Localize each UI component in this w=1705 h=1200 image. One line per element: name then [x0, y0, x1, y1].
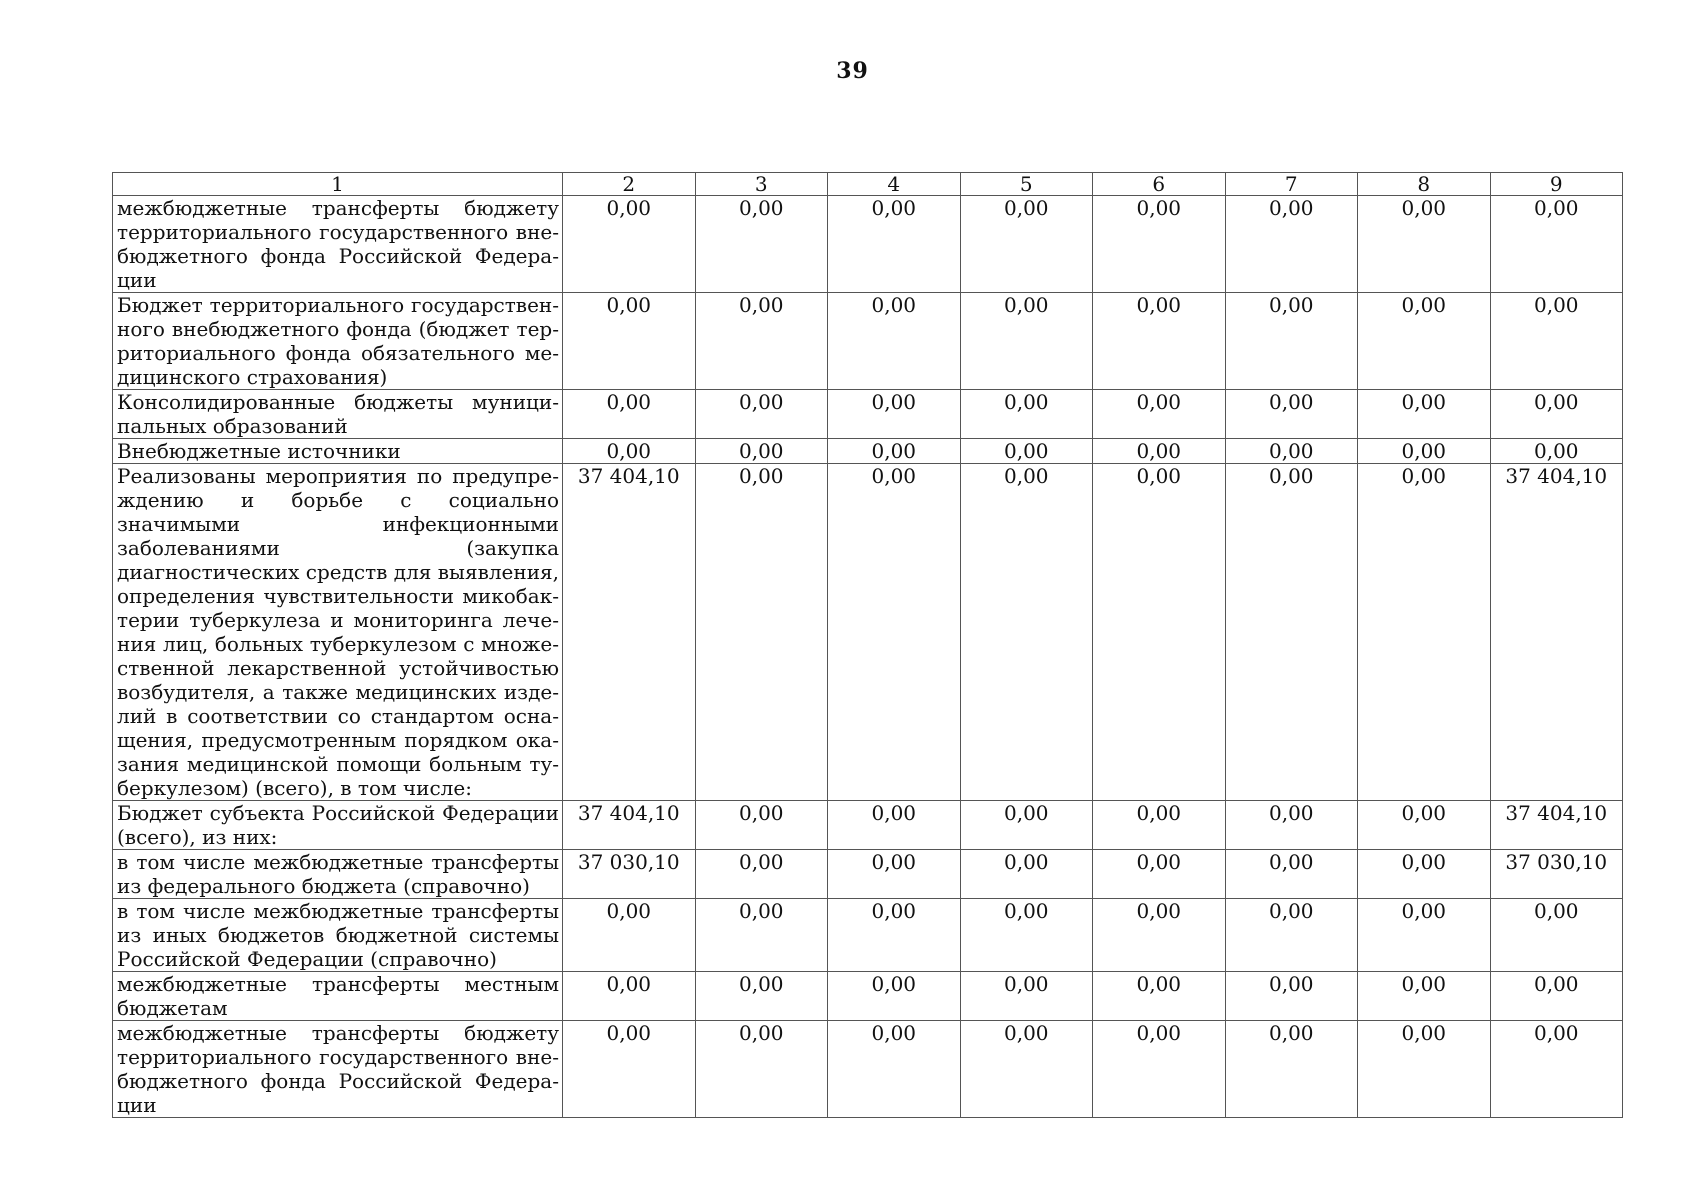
- row-value-col-5: 0,00: [960, 196, 1093, 293]
- row-value-col-3: 0,00: [695, 850, 828, 899]
- row-value-col-7: 0,00: [1225, 464, 1358, 801]
- row-value-col-6: 0,00: [1093, 899, 1226, 972]
- table-row: [113, 439, 1623, 464]
- row-value-col-9: 0,00: [1490, 1021, 1623, 1118]
- row-value-col-5: 0,00: [960, 972, 1093, 1021]
- column-header-3: 3: [695, 173, 828, 196]
- row-value-col-2: 0,00: [563, 1021, 696, 1118]
- row-value-col-3: 0,00: [695, 801, 828, 850]
- row-label: в том числе межбюджетные трансферты из федерального бюджета (справочно): [113, 850, 563, 899]
- row-value-col-2: 0,00: [563, 899, 696, 972]
- row-value-col-6: 0,00: [1093, 439, 1226, 464]
- row-value-col-4: 0,00: [828, 464, 961, 801]
- row-value-col-7: 0,00: [1225, 439, 1358, 464]
- column-header-6: 6: [1093, 173, 1226, 196]
- row-value-col-2: 37 404,10: [563, 801, 696, 850]
- row-value-col-9: 0,00: [1490, 390, 1623, 439]
- row-value-col-4: 0,00: [828, 390, 961, 439]
- row-value-col-6: 0,00: [1093, 196, 1226, 293]
- column-header-2: 2: [563, 173, 696, 196]
- row-value-col-2: 0,00: [563, 390, 696, 439]
- row-value-col-2: 37 404,10: [563, 464, 696, 801]
- table-body: [113, 196, 1623, 1118]
- table-row: [113, 196, 1623, 293]
- row-value-col-8: 0,00: [1358, 899, 1491, 972]
- row-value-col-4: 0,00: [828, 801, 961, 850]
- row-value-col-3: 0,00: [695, 899, 828, 972]
- row-value-col-9: 37 404,10: [1490, 801, 1623, 850]
- row-value-col-9: 0,00: [1490, 899, 1623, 972]
- row-value-col-7: 0,00: [1225, 972, 1358, 1021]
- row-value-col-8: 0,00: [1358, 1021, 1491, 1118]
- table-row: [113, 293, 1623, 390]
- row-value-col-3: 0,00: [695, 972, 828, 1021]
- row-value-col-5: 0,00: [960, 464, 1093, 801]
- row-value-col-2: 0,00: [563, 293, 696, 390]
- row-value-col-8: 0,00: [1358, 850, 1491, 899]
- row-value-col-9: 0,00: [1490, 439, 1623, 464]
- row-value-col-5: 0,00: [960, 390, 1093, 439]
- row-value-col-5: 0,00: [960, 1021, 1093, 1118]
- row-value-col-6: 0,00: [1093, 972, 1226, 1021]
- row-value-col-7: 0,00: [1225, 293, 1358, 390]
- row-value-col-5: 0,00: [960, 801, 1093, 850]
- row-value-col-6: 0,00: [1093, 293, 1226, 390]
- row-value-col-2: 0,00: [563, 196, 696, 293]
- column-header-7: 7: [1225, 173, 1358, 196]
- row-label: Бюджет территориального государственного внебюджетного фонда (бюджет территориального фонда обязательного медицинского страхования): [113, 293, 563, 390]
- row-value-col-4: 0,00: [828, 972, 961, 1021]
- row-label: Бюджет субъекта Российской Федерации (всего), из них:: [113, 801, 563, 850]
- row-value-col-9: 37 030,10: [1490, 850, 1623, 899]
- table-header: [113, 173, 1623, 196]
- row-value-col-8: 0,00: [1358, 439, 1491, 464]
- row-value-col-7: 0,00: [1225, 1021, 1358, 1118]
- row-value-col-8: 0,00: [1358, 390, 1491, 439]
- row-value-col-8: 0,00: [1358, 293, 1491, 390]
- row-value-col-7: 0,00: [1225, 390, 1358, 439]
- column-header-4: 4: [828, 173, 961, 196]
- table-row: [113, 390, 1623, 439]
- row-label: межбюджетные трансферты местным бюджетам: [113, 972, 563, 1021]
- row-label: Консолидированные бюджеты муниципальных образований: [113, 390, 563, 439]
- row-value-col-3: 0,00: [695, 390, 828, 439]
- row-value-col-5: 0,00: [960, 850, 1093, 899]
- page-number: 39: [836, 58, 869, 84]
- row-value-col-8: 0,00: [1358, 972, 1491, 1021]
- table-row: [113, 850, 1623, 899]
- row-value-col-2: 0,00: [563, 972, 696, 1021]
- row-value-col-3: 0,00: [695, 196, 828, 293]
- column-header-8: 8: [1358, 173, 1491, 196]
- row-value-col-4: 0,00: [828, 196, 961, 293]
- row-value-col-5: 0,00: [960, 439, 1093, 464]
- row-label: Реализованы мероприятия по предупреждению и борьбе с социально значимыми инфекционными заболеваниями (закупка диагностических средств для выявления, определения чувствительности микобактерии туберкулеза и мониторинга лечения лиц, больных туберкулезом с множественной лекарственной устойчивостью возбудителя, а также медицинских изделий в соответствии со стандартом оснащения, предусмотренным порядком оказания медицинской помощи больным туберкулезом) (всего), в том числе:: [113, 464, 563, 801]
- row-value-col-4: 0,00: [828, 850, 961, 899]
- row-value-col-9: 0,00: [1490, 293, 1623, 390]
- row-value-col-2: 37 030,10: [563, 850, 696, 899]
- table-row: [113, 801, 1623, 850]
- column-header-1: 1: [113, 173, 563, 196]
- row-value-col-9: 0,00: [1490, 196, 1623, 293]
- row-value-col-2: 0,00: [563, 439, 696, 464]
- row-value-col-5: 0,00: [960, 899, 1093, 972]
- column-header-5: 5: [960, 173, 1093, 196]
- header-row: [113, 173, 1623, 196]
- row-value-col-7: 0,00: [1225, 801, 1358, 850]
- row-value-col-8: 0,00: [1358, 464, 1491, 801]
- row-value-col-6: 0,00: [1093, 850, 1226, 899]
- row-label: Внебюджетные источники: [113, 439, 563, 464]
- row-value-col-7: 0,00: [1225, 899, 1358, 972]
- row-value-col-6: 0,00: [1093, 390, 1226, 439]
- row-value-col-9: 0,00: [1490, 972, 1623, 1021]
- row-value-col-9: 37 404,10: [1490, 464, 1623, 801]
- row-value-col-3: 0,00: [695, 293, 828, 390]
- row-value-col-6: 0,00: [1093, 464, 1226, 801]
- row-label: межбюджетные трансферты бюджету территориального государственного внебюджетного фонда Российской Федерации: [113, 196, 563, 293]
- row-value-col-4: 0,00: [828, 439, 961, 464]
- row-value-col-7: 0,00: [1225, 196, 1358, 293]
- row-value-col-8: 0,00: [1358, 801, 1491, 850]
- row-value-col-4: 0,00: [828, 899, 961, 972]
- table-row: [113, 972, 1623, 1021]
- table-row: [113, 899, 1623, 972]
- budget-table: [112, 172, 1623, 1118]
- row-value-col-8: 0,00: [1358, 196, 1491, 293]
- table-row: [113, 464, 1623, 801]
- row-value-col-6: 0,00: [1093, 801, 1226, 850]
- row-value-col-5: 0,00: [960, 293, 1093, 390]
- row-value-col-3: 0,00: [695, 464, 828, 801]
- row-value-col-6: 0,00: [1093, 1021, 1226, 1118]
- row-label: межбюджетные трансферты бюджету территориального государственного внебюджетного фонда Российской Федерации: [113, 1021, 563, 1118]
- row-value-col-3: 0,00: [695, 1021, 828, 1118]
- row-label: в том числе межбюджетные трансферты из иных бюджетов бюджетной системы Российской Федерации (справочно): [113, 899, 563, 972]
- row-value-col-3: 0,00: [695, 439, 828, 464]
- row-value-col-4: 0,00: [828, 293, 961, 390]
- row-value-col-7: 0,00: [1225, 850, 1358, 899]
- column-header-9: 9: [1490, 173, 1623, 196]
- table-row: [113, 1021, 1623, 1118]
- row-value-col-4: 0,00: [828, 1021, 961, 1118]
